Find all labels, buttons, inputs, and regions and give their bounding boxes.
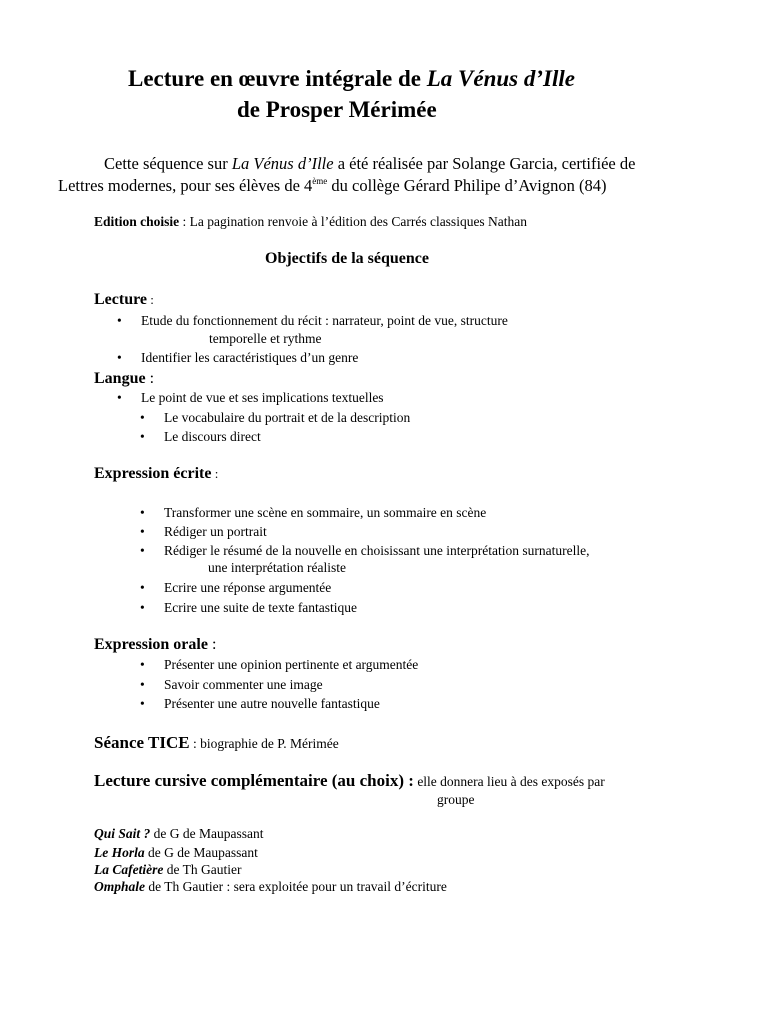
heading-expression-orale [94,636,216,654]
lecture-cursive-text: elle donnera lieu à des exposés par [413,774,605,789]
bullet-icon: • [140,543,145,558]
heading-expression-ecrite [94,465,218,483]
list-item-text: Le discours direct [164,429,261,444]
bullet-icon: • [140,505,145,520]
list-item-text: Etude du fonctionnement du récit : narrateur, point de vue, structure [141,313,508,328]
bullet-icon: • [140,677,145,692]
list-item-text: Rédiger le résumé de la nouvelle en choisissant une interprétation surnaturelle, [164,543,590,558]
intro-text: Lettres modernes, pour ses élèves de 4 [58,176,313,195]
intro-superscript: ème [312,175,328,186]
heading-label: Expression écrite [94,465,212,482]
heading-langue [94,370,154,388]
intro-work-name: La Vénus d’Ille [231,154,334,173]
bullet-icon: • [117,350,122,365]
lecture-cursive-label: Lecture cursive complémentaire (au choix) : [94,771,414,790]
heading-label: Expression orale [94,636,208,653]
edition-colon: : [179,214,187,229]
heading-lecture [94,291,154,309]
heading-label: Langue [94,370,146,387]
bullet-icon: • [140,410,145,425]
book-author: de G de Maupassant [150,826,264,841]
list-item-text: Présenter une opinion pertinente et argumentée [164,657,419,672]
list-item-text: Rédiger un portrait [164,524,267,539]
list-item-continuation: une interprétation réaliste [208,560,346,575]
intro-text: a été réalisée par Solange Garcia, certifiée de [333,154,636,173]
bullet-icon: • [140,429,145,444]
list-item-text: Savoir commenter une image [164,677,323,692]
section-title-objectifs: Objectifs de la séquence [265,250,429,267]
book-item [94,845,258,861]
seance-tice-label: Séance TICE [94,733,190,752]
book-title: Qui Sait ? [94,826,151,841]
document-title-line1 [128,66,575,92]
book-title: Le Horla [94,845,145,860]
intro-line2 [58,176,607,196]
edition-line [94,214,527,230]
book-title: La Cafetière [94,862,164,877]
book-item [94,826,264,842]
bullet-icon: • [140,657,145,672]
list-item-text: Le vocabulaire du portrait et de la description [164,410,411,425]
bullet-icon: • [117,313,122,328]
intro-line1 [104,154,635,174]
list-item-text: Transformer une scène en sommaire, un sommaire en scène [164,505,487,520]
list-item-text: Ecrire une réponse argumentée [164,580,332,595]
book-author: de G de Maupassant [144,845,258,860]
book-title: Omphale [94,879,146,894]
edition-label: Edition choisie [94,214,180,229]
list-item-text: Le point de vue et ses implications textuelles [141,390,384,405]
list-item-text: Ecrire une suite de texte fantastique [164,600,358,615]
bullet-icon: • [140,524,145,539]
book-item [94,862,241,878]
book-author: de Th Gautier : sera exploitée pour un travail d’écriture [145,879,447,894]
heading-label: Lecture [94,291,148,308]
title-prefix: Lecture en œuvre intégrale de [128,66,427,91]
lecture-cursive-line [94,771,605,791]
heading-colon: : [211,466,219,481]
list-item-text: Présenter une autre nouvelle fantastique [164,696,380,711]
book-author: de Th Gautier [163,862,242,877]
intro-text: du collège Gérard Philipe d’Avignon (84) [327,176,607,195]
bullet-icon: • [140,600,145,615]
seance-tice-line [94,733,339,753]
bullet-icon: • [140,696,145,711]
bullet-icon: • [117,390,122,405]
heading-colon: : [147,292,154,307]
heading-colon: : [207,636,217,653]
document-title-line2: de Prosper Mérimée [237,97,437,122]
edition-text: La pagination renvoie à l’édition des Carrés classiques Nathan [186,214,528,229]
list-item-text: Identifier les caractéristiques d’un genre [141,350,359,365]
list-item-continuation: temporelle et rythme [209,331,322,346]
title-work-name: La Vénus d’Ille [426,66,575,91]
lecture-cursive-continuation: groupe [437,792,475,807]
heading-colon: : [145,370,155,387]
seance-tice-text: : biographie de P. Mérimée [189,736,339,751]
bullet-icon: • [140,580,145,595]
book-item [94,879,447,895]
intro-text: Cette séquence sur [104,154,232,173]
